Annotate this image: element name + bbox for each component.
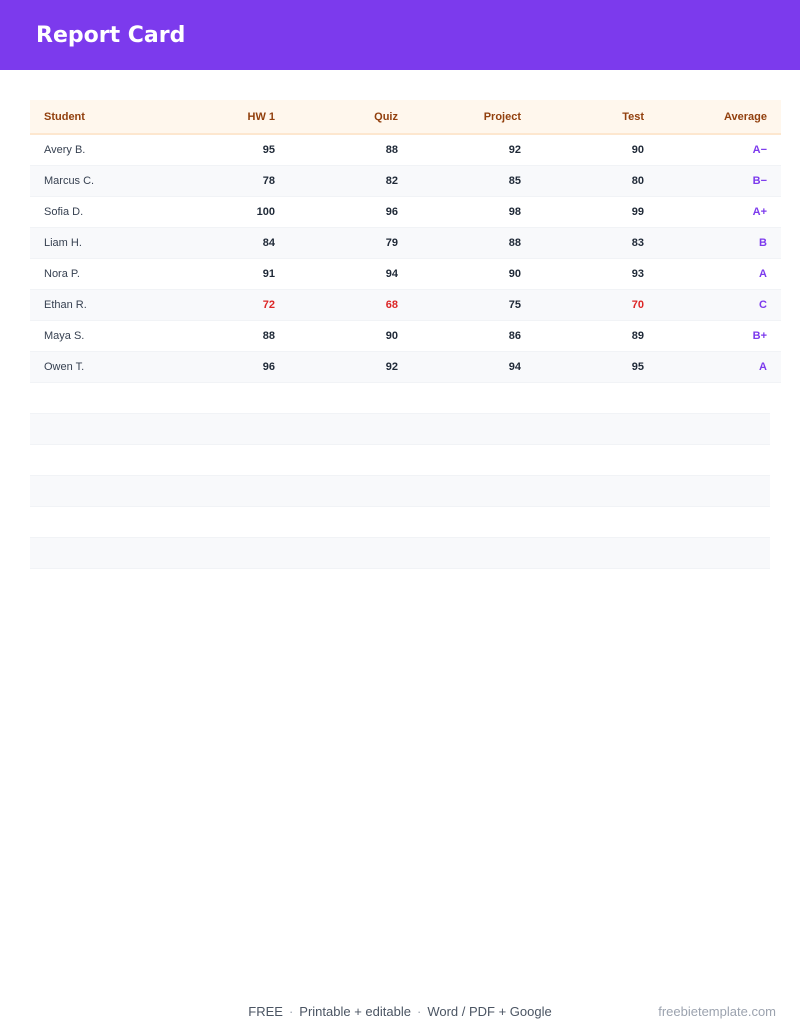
- project-score-cell: 90: [412, 258, 535, 289]
- page-header: [0, 0, 800, 70]
- footer-item-formats: Word / PDF + Google: [427, 1004, 552, 1019]
- empty-row: [30, 414, 770, 445]
- student-name-cell: Liam H.: [30, 227, 166, 258]
- table-row: [30, 196, 781, 227]
- quiz-score-cell: 88: [289, 134, 412, 165]
- table-body: [30, 134, 781, 382]
- student-name-cell: Sofia D.: [30, 196, 166, 227]
- average-grade-cell: B: [658, 227, 781, 258]
- table-row: [30, 351, 781, 382]
- footer-item-printable: Printable + editable: [299, 1004, 411, 1019]
- footer-site: freebietemplate.com: [658, 1004, 776, 1019]
- student-name-cell: Owen T.: [30, 351, 166, 382]
- quiz-score-cell: 79: [289, 227, 412, 258]
- test-score-cell: 70: [535, 289, 658, 320]
- quiz-score-cell: 90: [289, 320, 412, 351]
- table-row: [30, 134, 781, 165]
- project-score-cell: 98: [412, 196, 535, 227]
- project-score-cell: 88: [412, 227, 535, 258]
- footer-item-free: FREE: [248, 1004, 283, 1019]
- average-grade-cell: A: [658, 351, 781, 382]
- hw1-score-cell: 84: [166, 227, 289, 258]
- student-name-cell: Maya S.: [30, 320, 166, 351]
- grades-table-container: [30, 100, 770, 569]
- empty-row: [30, 538, 770, 569]
- column-header-quiz: Quiz: [289, 100, 412, 134]
- empty-row: [30, 507, 770, 538]
- student-name-cell: Ethan R.: [30, 289, 166, 320]
- quiz-score-cell: 92: [289, 351, 412, 382]
- student-name-cell: Avery B.: [30, 134, 166, 165]
- table-row: [30, 320, 781, 351]
- quiz-score-cell: 68: [289, 289, 412, 320]
- empty-rows: [30, 383, 770, 569]
- hw1-score-cell: 96: [166, 351, 289, 382]
- average-grade-cell: B+: [658, 320, 781, 351]
- test-score-cell: 93: [535, 258, 658, 289]
- quiz-score-cell: 94: [289, 258, 412, 289]
- table-row: [30, 258, 781, 289]
- project-score-cell: 85: [412, 165, 535, 196]
- hw1-score-cell: 78: [166, 165, 289, 196]
- table-header-row: [30, 100, 781, 134]
- column-header-test: Test: [535, 100, 658, 134]
- student-name-cell: Marcus C.: [30, 165, 166, 196]
- empty-row: [30, 476, 770, 507]
- column-header-project: Project: [412, 100, 535, 134]
- test-score-cell: 95: [535, 351, 658, 382]
- test-score-cell: 80: [535, 165, 658, 196]
- column-header-student: Student: [30, 100, 166, 134]
- average-grade-cell: B−: [658, 165, 781, 196]
- test-score-cell: 89: [535, 320, 658, 351]
- quiz-score-cell: 96: [289, 196, 412, 227]
- average-grade-cell: A+: [658, 196, 781, 227]
- grades-table: [30, 100, 781, 383]
- test-score-cell: 83: [535, 227, 658, 258]
- average-grade-cell: A: [658, 258, 781, 289]
- page-title: Report Card: [36, 23, 186, 48]
- hw1-score-cell: 100: [166, 196, 289, 227]
- project-score-cell: 94: [412, 351, 535, 382]
- test-score-cell: 99: [535, 196, 658, 227]
- hw1-score-cell: 91: [166, 258, 289, 289]
- test-score-cell: 90: [535, 134, 658, 165]
- hw1-score-cell: 88: [166, 320, 289, 351]
- project-score-cell: 86: [412, 320, 535, 351]
- column-header-average: Average: [658, 100, 781, 134]
- average-grade-cell: C: [658, 289, 781, 320]
- project-score-cell: 75: [412, 289, 535, 320]
- average-grade-cell: A−: [658, 134, 781, 165]
- quiz-score-cell: 82: [289, 165, 412, 196]
- column-header-hw1: HW 1: [166, 100, 289, 134]
- footer-separator: ·: [416, 1004, 422, 1019]
- empty-row: [30, 445, 770, 476]
- project-score-cell: 92: [412, 134, 535, 165]
- footer-separator: ·: [288, 1004, 294, 1019]
- table-row: [30, 227, 781, 258]
- table-row: [30, 289, 781, 320]
- empty-row: [30, 383, 770, 414]
- hw1-score-cell: 95: [166, 134, 289, 165]
- hw1-score-cell: 72: [166, 289, 289, 320]
- student-name-cell: Nora P.: [30, 258, 166, 289]
- table-row: [30, 165, 781, 196]
